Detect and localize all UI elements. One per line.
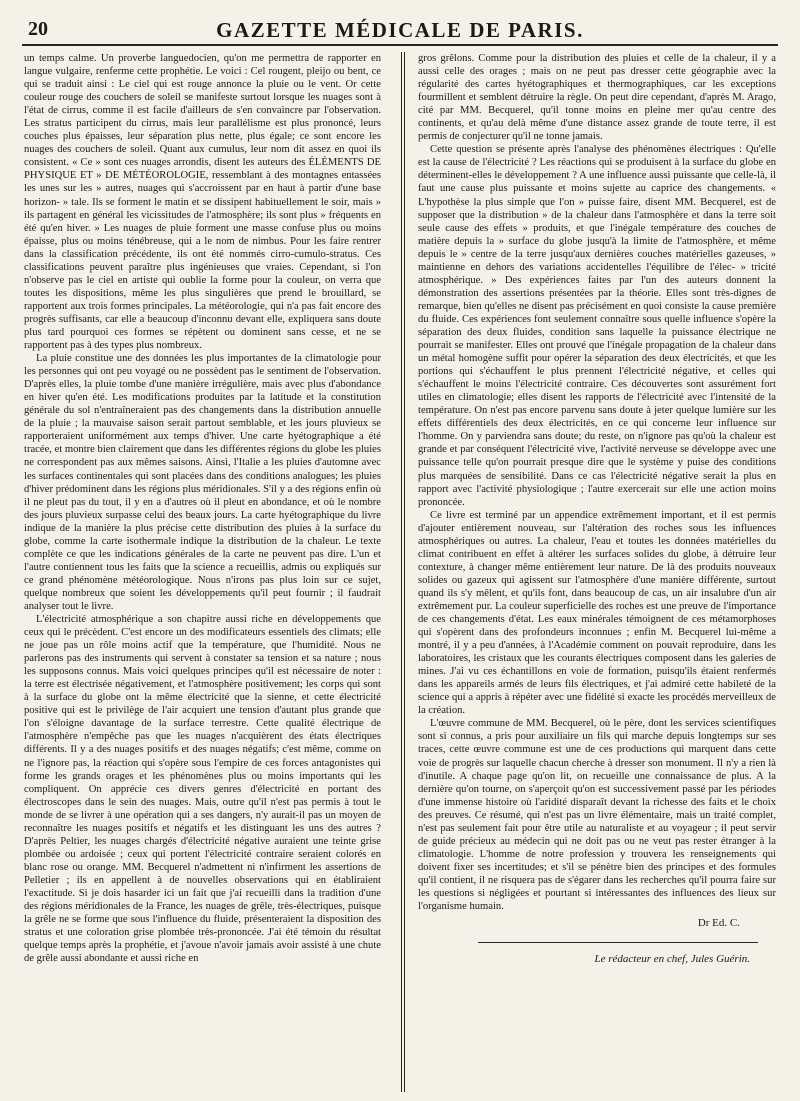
divider-rule	[478, 942, 758, 943]
paragraph: Cette question se présente après l'analyse des phénomènes électriques : Qu'elle est la cause de l'électricité ? Les réactions qui se produisent à la surface du globe en déterminent-elles le développement ? A une influence aussi puissante que celle-là, il faut une cause plus puissante et moins sujette au caprice des changements. « L'hypothèse la plus simple que l'on » puisse faire, disent MM. Becquerel, est de supposer que la distribution » de la chaleur dans l'atmosphère et dans la terre soit seule cause des effets » produits, et que l'inégale température des couches de matière depuis la » surface du globe jusqu'à la limite de l'atmosphère, et même depuis le » centre de la terre jusqu'aux dernières couches matérielles gazeuses, » maintienne en dehors des variations accidentelles l'équilibre de l'élec- » tricité atmosphérique. » Des expériences faites par l'un des auteurs donnent la démonstration des assertions présentées par la théorie. Elles sont très-dignes de remarque, bien qu'elles ne disent pas précisément en quoi consiste la cause première du fluide. Ces expériences font seulement connaître sous quelle influence s'opère la séparation des deux fluides, condition sans laquelle la puissance électrique ne pourrait se manifester. Elles ont prouvé que l'inégale propagation de la chaleur dans un métal homogène suffit pour opérer la séparation des deux électricités, et que les portions qui s'échauffent le plus prennent l'électricité négative, et celles qui s'échauffent le moins l'électricité contraire. Ces découvertes sont assurément fort utiles en climatologie; elles disent les rapports de l'électricité avec l'intensité de la température. On n'est pas encore parvenu sans doute à jeter quelque lumière sur les effets différentiels des deux électricités, en ce qui concerne leur influence sur l'homme. On y parviendra sans doute; du reste, on n'ignore pas qu'où la chaleur est grande et par conséquent l'électricité vive, l'activité nerveuse se développe avec une puissance telle qu'on pourrait presque dire que le système y puise des conditions plus marquées de sensibilité. Dans ce cas l'électricité négative serait la plus en rapport avec l'activité physiologique ; l'autre exercerait sur elle une action moins prononcée.	[418, 144, 776, 508]
column-divider	[401, 52, 402, 1092]
paragraph: un temps calme. Un proverbe languedocien, qu'on me permettra de rapporter en langue vulgaire, renferme cette prophétie. Le voici : Cel rougent, pleijo ou bent, ce qui se traduit ainsi : Le ciel qui est rouge annonce la pluie ou le vent. Or cette couleur rouge des couchers de soleil se manifeste surtout lorsque les nuages sont à l'état de cirrus, comme il est facile d'ailleurs de s'en convaincre par l'observation. Les stratus participent du cirrus, mais leur parallélisme est plus prononcé, leurs couches plus épaisses, leur séparation plus nette, plus égale; ce sont encore les nuages des couchers de soleil. Quant aux cumulus, leur nom dit assez en quoi ils consistent. « Ce » sont ces nuages arrondis, disent les auteurs des ÉLÉMENTS DE PHYSIQUE ET » DE MÉTÉOROLOGIE, ressemblant à des montagnes entassées les unes sur les » autres, nuages qui s'accroissent par en haut à partir d'une base horizon- » tale. Ils se forment le matin et se dissipent habituellement le soir, mais » ils partagent en général les vicissitudes de l'atmosphère; ils sont plus » fréquents en été qu'en hiver. » Les nuages de pluie forment une masse confuse plus ou moins épaisse, plus ou moins ténébreuse, qui a le nom de nimbus. Pour les faire rentrer dans la classification précédente, ils ont été nommés cirro-cumulo-stratus. Ces classifications peuvent paraître plus ingénieuses que vraies. Cependant, si l'on n'observe pas le ciel en artiste qui oublie la forme pour la couleur, on verra que toutes les dispositions, même les plus singulières que prend le brouillard, se rapportent aux trois formes principales. La météorologie, qui n'a pas fait encore des progrès suffisants, car elle a beaucoup d'inconnu devant elle, expliquera sans doute plus tard pourquoi ces formes se répètent ou dominent sans cesse, et ne se rapportent pas à des types plus nombreux.	[24, 53, 381, 352]
page-header	[22, 14, 778, 46]
paragraph: L'œuvre commune de MM. Becquerel, où le père, dont les services scientifiques sont si connus, a pris pour auxiliaire un fils qui marche depuis longtemps sur ses traces, cette œuvre commune est une de ces productions qui marquent dans cette voie de progrès sur laquelle chacun cherche à dresser son monument. Il n'y a rien là d'inutile. A chaque page qu'on lit, on recueille une connaissance de plus. A la dernière qu'on tourne, on s'aperçoit qu'on est successivement passé par les périodes d'une immense histoire où l'aridité disparaît devant la richesse des faits et le choix des preuves. Ce résumé, qui n'est pas un livre élémentaire, mais un traité complet, n'est pas seulement fait pour être utile au naturaliste et au voyageur ; il peut servir de guide précieux au médecin qui ne doit pas ou ne veut pas rester étranger à la climatologie. L'homme de notre profession y trouvera les renseignements qui doivent fixer ses incertitudes; et s'il se pénètre bien des principes et des formules qu'il contient, il ne risquera pas de s'égarer dans les recherches qu'il pourra faire sur les questions si négligées et pourtant si intéressantes des influences des lieux sur l'organisme humain.	[418, 718, 776, 913]
paragraph: Ce livre est terminé par un appendice extrêmement important, et il est permis d'ajouter entièrement nouveau, sur l'altération des roches sous les influences atmosphériques ou autres. La chaleur, l'eau et toutes les données matérielles du climat contribuent en effet à altérer les surfaces solides du globe, à détruire leur contexture, à changer même entièrement leur nature. De là des produits nouveaux solides ou gazeux qui agissent sur l'atmosphère d'une manière différente, surtout quand ils s'y mêlent, et qu'ils font, dans beaucoup de cas, un air insalubre d'un air extrêmement pur. La couleur superficielle des roches est une preuve de l'importance de ces changements d'état. Les eaux minérales témoignent de ces métamorphoses qui s'opèrent dans des profondeurs inconnues ; enfin M. Becquerel lui-même a montré, il y a peu d'années, à l'Académie comment on pouvait reproduire, dans les laboratoires, les cristaux que les courants électriques composent dans les galeries de mines. J'ai vu ces échantillons en voie de formation, puisqu'ils étaient renfermés dans les appareils armés de leurs fils électriques, et j'ai admiré cette habileté de la science qui a appris à répéter avec une fidélité si exacte les procédés merveilleux de la création.	[418, 509, 776, 717]
paragraph: La pluie constitue une des données les plus importantes de la climatologie pour les personnes qui ont peu voyagé ou ne possèdent pas le sentiment de l'observation. D'après elles, la pluie tombe d'une manière irrégulière, mais avec plus d'abondance en hiver qu'en été. Les modifications produites par la latitude et la constitution générale du sol n'entraîneraient pas des changements dans la distribution annuelle de la pluie ; la mauvaise saison serait partout semblable, et les jours pluvieux se rapporteraient uniformément aux temps d'hiver. Une carte hyétographique a été tracée, et montre bien clairement que dans les différentes régions du globe les pluies ne correspondent pas aux mêmes saisons. Ainsi, l'Italie a les pluies d'automne avec les surfaces continentales qui sont placées dans des conditions analogues; les pluies d'hiver prédominent dans les régions plus méridionales. S'il y a des régions enfin où il ne pleut pas du tout, il y en a d'autres où il pleut en abondance, et où le nombre des jours pluvieux surpasse celui des beaux jours. La carte hyétographique du livre indique de la manière la plus précise cette distribution des pluies à la surface du globe, comme la carte isothermale indique la distribution de la chaleur. Le texte complète ce que les indications générales de la carte ne peuvent pas dire. L'un et l'autre contiennent tous les faits que la science a recueillis, admis ou expliqués sur ce grand phénomène météorologique. Nous n'irons pas plus loin sur ce sujet, quelque nombreux que soient les développements qu'il peut fournir ; il faudrait analyser tout le livre.	[24, 353, 381, 612]
right-column	[418, 52, 776, 1092]
page-number: 20	[28, 18, 48, 40]
paragraph: L'électricité atmosphérique a son chapitre aussi riche en développements que ceux qui le précèdent. C'est encore un des modificateurs essentiels des climats; elle ne joue pas un rôle moins actif que la température, que l'humidité. Nous ne parlerons pas des instruments qui servent à constater sa tension et sa nature ; nous les supposons connus. Mais voici quelques principes qu'il est nécessaire de noter : la terre est électrisée négativement, et l'atmosphère positivement; les corps qui sont à la surface du globe ont la même électricité que la sienne, et cette électricité positive qui est le privilège de l'air acquiert une tension d'autant plus grande que l'on s'éloigne davantage de la surface terrestre. Cette qualité électrique de l'atmosphère n'empêche pas que les nuages n'acquièrent des états électriques différents. Il y a des nuages positifs et des nuages négatifs; c'est même, comme on ne l'ignore pas, la réaction qui s'opère sous l'empire de ces forces antagonistes qui forme les grands orages et les phénomènes plus ou moins importants qui les compliquent. On apprécie ces divers genres d'électricité en portant des électroscopes dans le sein des nuages. Mais, outre qu'il n'est pas permis à tout le monde de se livrer à une opération qui a ses dangers, n'y aurait-il pas un moyen de reconnaître les nuages positifs et négatifs et les distinguant les uns des autres ? D'après Peltier, les nuages chargés d'électricité négative auraient une teinte grise plombée ou ardoisée ; ceux qui portent l'électricité contraire seraient colorés en blanc rose ou orange. MM. Becquerel n'admettent ni n'infirment les assertions de Pelletier ; ils en appellent à de nouvelles observations qui en établiraient l'exactitude. Si je dois hasarder ici un fait que j'ai recueilli dans la tradition d'une des régions méridionales de la France, les nuages de grêle, très-électriques, puisque la grêle ne se forme que sous l'influence du fluide, présenteraient la disposition des stratus et une coloration grise plombée très-prononcée. J'ai été témoin du résultat quelque temps après la prophétie, et j'avoue n'avoir jamais avoir assisté à une chute de grêle aussi abondante et aussi riche en	[24, 614, 381, 965]
journal-title: GAZETTE MÉDICALE DE PARIS.	[216, 18, 584, 42]
column-divider	[404, 52, 405, 1092]
editor-credit: Le rédacteur en chef, Jules Guérin.	[594, 953, 750, 966]
author-signature: Dr Ed. C.	[697, 917, 740, 930]
left-column	[24, 52, 381, 1092]
paragraph: gros grêlons. Comme pour la distribution des pluies et celle de la chaleur, il y a aussi celle des orages ; mais on ne peut pas dresser cette géographie avec la régularité des cartes hyétographiques et thermographiques, car les exceptions fourmillent et semblent détruire la règle. On peut dire cependant, d'après M. Arago, cité par MM. Becquerel, qu'il tonne moins en pleine mer qu'au centre des continents, et qu'au delà même d'une distance assez grande de toute terre, il est permis de conjecturer qu'il ne tonne jamais.	[418, 53, 776, 143]
